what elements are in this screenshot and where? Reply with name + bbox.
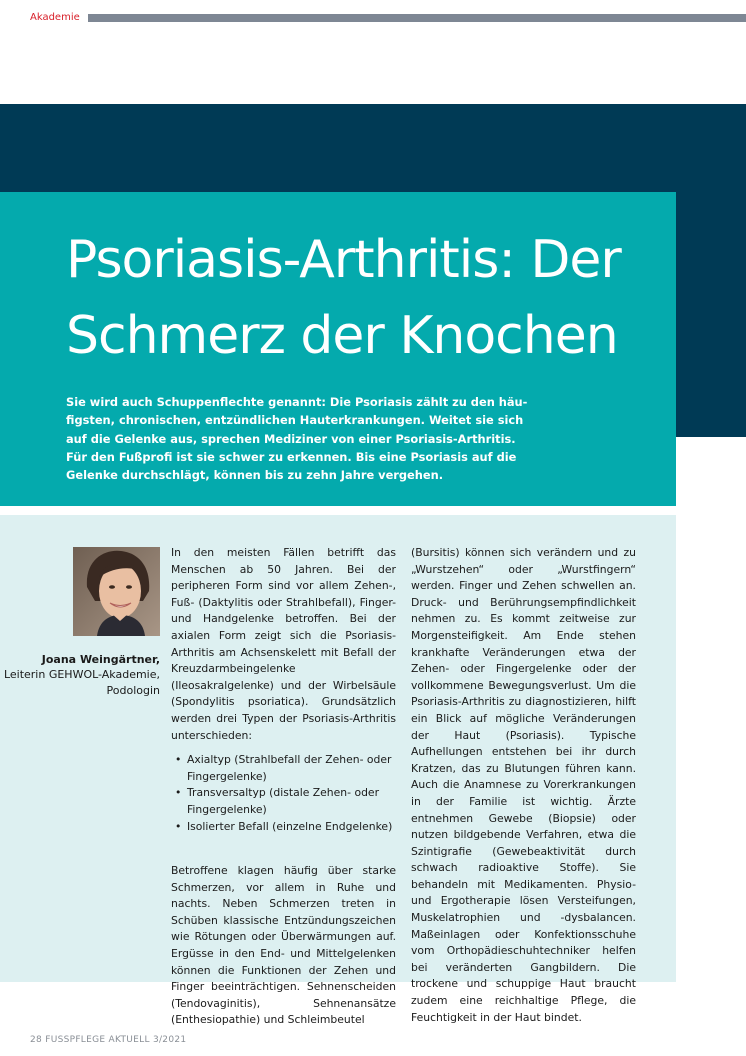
lead-line: figsten, chronischen, entzündlichen Hauterkrankungen. Weitet sie sich bbox=[66, 413, 524, 428]
author-role-line: Leiterin GEHWOL-Akademie, bbox=[3, 668, 160, 681]
body-paragraph: In den meisten Fällen betrifft das Menschen ab 50 Jahren. Bei der peripheren Form sind vor allem Zehen-, Fuß- (Daktylitis oder Strahlbefall), Finger- und Handgelenke betroffen. Bei der axialen Form zeigt sich die Psoriasis-Arthritis am Achsenskelett mit Befall der Kreuzdarmbeingelenke (Ileosakralgelenke) und der Wirbelsäule (Spondylitis psoriatica). Grundsätzlich werden drei Typen der Psoriasis-Arthritis unterschieden: bbox=[171, 546, 396, 742]
lead-line: Sie wird auch Schuppenflechte genannt: Die Psoriasis zählt zu den häu- bbox=[66, 395, 528, 409]
title-line: Schmerz der Knochen bbox=[66, 306, 618, 366]
type-list bbox=[171, 752, 396, 835]
author-role bbox=[0, 667, 160, 698]
article-lead bbox=[66, 393, 528, 484]
title-line: Psoriasis-Arthritis: Der bbox=[66, 230, 621, 290]
author-name: Joana Weingärtner, bbox=[41, 653, 160, 666]
body-paragraph: (Bursitis) können sich verändern und zu „Wurstzehen“ oder „Wurstfingern“ werden. Finger und Zehen schwellen an. Druck- und Berührungsempfindlichkeit nehmen zu. Es kommt zeitweise zur Morgensteifigkeit. Am Ende stehen krankhafte Veränderungen etwa der Zehen- oder Fingergelenke oder der vollkommene Bewegungsverlust. Um die Psoriasis-Arthritis zu diagnostizieren, hilft ein Blick auf mögliche Veränderungen der Haut (Psoriasis). Typische Aufhellungen entstehen bei ihr durch Kratzen, das zu Blutungen führen kann. Auch die Anamnese zu Vorerkrankungen in der Familie ist wichtig. Ärzte entnehmen Gewebe (Biopsie) oder nutzen bildgebende Verfahren, etwa die Szintigrafie (Gewebeaktivität durch schwach radioaktive Stoffe). Sie behandeln mit Medikamenten. Physio- und Ergotherapie lösen Versteifungen, Muskelatrophien und -dysbalancen. Maßeinlagen oder Konfektionsschuhe vom Orthopädieschuhtechniker helfen bei veränderten Gangbildern. Die trockene und schuppige Haut braucht zudem eine reichhaltige Pflege, die Feuchtigkeit in der Haut bindet. bbox=[411, 546, 636, 1024]
body-paragraph: Betroffene klagen häufig über starke Schmerzen, vor allem in Ruhe und nachts. Neben Schmerzen treten in Schüben klassische Entzündungszeichen wie Rötungen oder Überwärmungen auf. Ergüsse in den End- und Mittelgelenken können die Funktionen der Zehen und Finger beeinträchtigen. Sehnenscheiden (Tendovaginitis), Sehnenansätze (Enthesiopathie) und Schleimbeutel bbox=[171, 864, 396, 1027]
lead-line: Gelenke durchschlägt, können bis zu zehn Jahre vergehen. bbox=[66, 468, 444, 483]
article-title bbox=[66, 222, 666, 374]
body-column-1 bbox=[171, 545, 396, 1029]
lead-line: auf die Gelenke aus, sprechen Mediziner von einer Psoriasis-Arthritis. bbox=[66, 431, 516, 446]
header-rule bbox=[88, 14, 746, 22]
author-role-line: Podologin bbox=[106, 683, 160, 697]
list-item: • Axialtyp (Strahlbefall der Zehen- oder Fingergelenke) bbox=[187, 752, 396, 785]
author-portrait bbox=[73, 547, 160, 636]
page-folio: 28 FUSSPFLEGE AKTUELL 3/2021 bbox=[30, 1035, 187, 1045]
lead-line: Für den Fußprofi ist sie schwer zu erkennen. Bis eine Psoriasis auf die bbox=[66, 449, 517, 464]
list-item: • Transversaltyp (distale Zehen- oder Fingergelenke) bbox=[187, 785, 396, 818]
section-label: Akademie bbox=[30, 12, 80, 23]
list-item: • Isolierter Befall (einzelne Endgelenke) bbox=[187, 819, 396, 836]
portrait-image bbox=[73, 547, 160, 636]
body-column-2 bbox=[411, 545, 636, 1026]
